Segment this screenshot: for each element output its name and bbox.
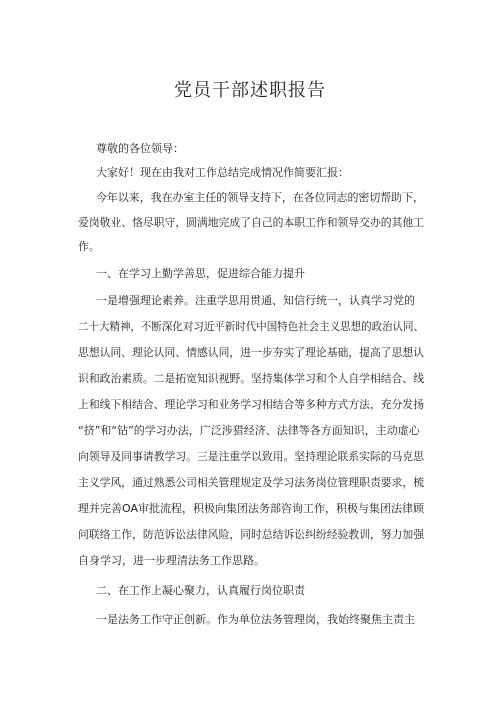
paragraph-line: 一是法务工作守正创新。作为单位法务管理岗，我始终聚焦主责主 [96, 613, 415, 626]
paragraph-line: 一、在学习上勤学善思，促进综合能力提升 [96, 267, 305, 280]
paragraph-line: 尊敬的各位领导： [96, 142, 184, 155]
paragraph-line: 自身学习，进一步理清法务工作思路。 [78, 554, 265, 567]
paragraph-line: 一是增强理论素养。注重学思用贯通、知信行统一，认真学习党的 [96, 294, 415, 307]
paragraph-line: 向领导及同事请教学习。三是注重学以致用。坚持理论联系实际的马克思 [78, 450, 425, 463]
paragraph-line: 二十大精神，不断深化对习近平新时代中国特色社会主义思想的政治认同、 [78, 320, 425, 333]
document-title: 党员干部述职报告 [174, 80, 326, 101]
paragraph-line: 作。 [78, 240, 100, 253]
paragraph-line: 问联络工作，防范诉讼法律风险，同时总结诉讼纠纷经验教训，努力加强 [78, 528, 425, 541]
paragraph-line: 主义学风，通过熟悉公司相关管理规定及学习法务岗位管理职责要求，梳 [78, 476, 425, 489]
paragraph-line: 思想认同、理论认同、情感认同，进一步夯实了理论基础，提高了思想认 [78, 346, 425, 359]
paragraph-line: 二、在工作上凝心聚力，认真履行岗位职责 [96, 584, 305, 597]
paragraph-line: 爱岗敬业、恪尽职守，圆满地完成了自己的本职工作和领导交办的其他工 [78, 216, 425, 229]
paragraph-line: 大家好！现在由我对工作总结完成情况作简要汇报： [96, 166, 349, 179]
paragraph-line: 识和政治素质。二是拓宽知识视野。坚持集体学习和个人自学相结合、线 [78, 372, 425, 385]
paragraph-line: 今年以来，我在办室主任的领导支持下，在各位同志的密切帮助下， [96, 191, 424, 204]
paragraph-line: 上和线下相结合、理论学习和业务学习相结合等多种方式方法，充分发扬 [78, 398, 425, 411]
paragraph-line: 理并完善OA审批流程，积极向集团法务部咨询工作，积极与集团法律顾 [78, 502, 424, 515]
paragraph-line: “挤”和“钻”的学习办法，广泛涉猎经济、法律等各方面知识，主动虚心 [78, 424, 420, 437]
